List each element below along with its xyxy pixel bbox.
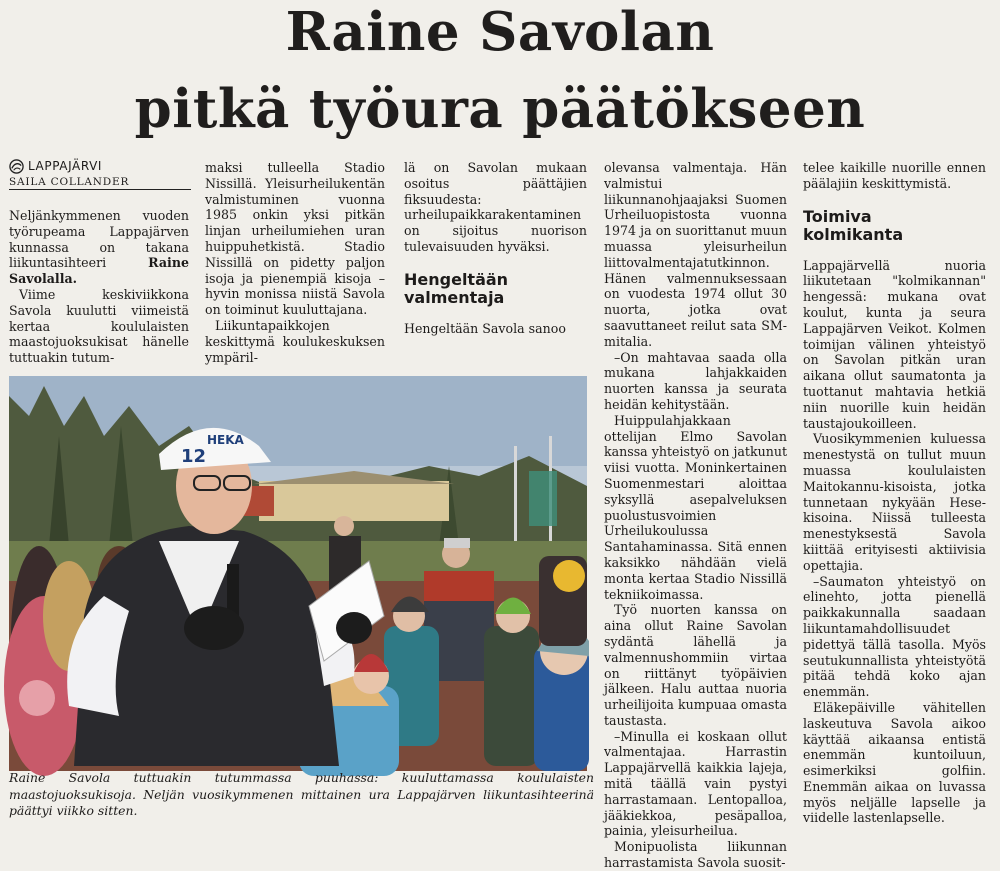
- column-5-paragraph-2: Lappajärvellä nuoria liikutetaan "kolmikannan" hengessä: mukana ovat koulut, kunta ja seura Lappajärven Veikot. Kolmen toimijan välinen yhteistyö on Savolan pitkän uran aikana ollut saumatonta ja tuottanut mahtavia hetkiä niin nuorille kuin heidän taustajoukoilleen.: [803, 257, 986, 431]
- article-column-1: [9, 208, 189, 366]
- headline-line-2: pitkä työura päätökseen: [134, 78, 866, 140]
- column-2-paragraph-2: Liikuntapaikkojen keskittymä koulukeskuksen ympäril-: [205, 317, 385, 365]
- column-1-paragraph-1: [9, 208, 189, 287]
- column-4-paragraph-4: Työ nuorten kanssa on aina ollut Raine Savolan sydäntä lähellä ja valmennushommiin virtaa on riittänyt työpäivien jälkeen. Halu auttaa nuoria urheilijoita kumpuaa omasta taustasta.: [604, 602, 787, 728]
- column-3-paragraph-1: lä on Savolan mukaan osoitus päättäjien fiksuudesta: urheilupaikkarakentaminen on sijoitus nuorison tulevaisuuden hyväksi.: [404, 160, 587, 254]
- cap-text: HEKA: [207, 433, 244, 447]
- lead-name: Raine Savolalla.: [9, 255, 189, 287]
- column-5-paragraph-4: –Saumaton yhteistyö on elinehto, jotta pienellä paikkakunnalla saadaan liikuntamahdollisuudet pidettyä tällä tasolla. Myös seutukunnallista yhteistyötä pitää tehdä koko ajan enemmän.: [803, 573, 986, 700]
- byline: [9, 158, 191, 190]
- column-4-paragraph-2: –On mahtavaa saada olla mukana lahjakkaiden nuorten kanssa ja seurata heidän kehitystään.: [604, 349, 787, 412]
- headline-line-1: Raine Savolan: [285, 1, 715, 63]
- byline-place: [9, 158, 191, 174]
- column-4-paragraph-1: olevansa valmentaja. Hän valmistui liikunnanohjaajaksi Suomen Urheiluopistosta vuonna 1974 ja on suorittanut muun muassa yleisurheilun liittovalmentajatutkinnon. Hänen valmennuksessaan on vuodesta 1974 ollut 30 nuorta, jotka ovat saavuttaneet reilut sata SM-mitalia.: [604, 160, 787, 349]
- subheading-toimiva-kolmikanta: Toimiva kolmikanta: [803, 206, 904, 244]
- column-5-paragraph-3: Vuosikymmenien kuluessa menestystä on tullut muun muassa koululaisten Maitokannu-kisoista, jotka tunnetaan nykyään Hese-kisoina. Niissä tulleesta menestyksestä Savola kiittää erityisesti aktiivisia opettajia.: [803, 431, 986, 573]
- column-4-paragraph-6: Monipuolista liikunnan harrastamista Savola suosit-: [604, 839, 787, 871]
- article-column-4: [604, 160, 787, 871]
- column-2-paragraph-1: maksi tulleella Stadio Nissillä. Yleisurheilukentän valmistuminen vuonna 1985 onkin yksi pitkän linjan urheilumiehen uran huippuhetkistä. Stadio Nissillä on pidetty paljon isoja ja pienempiä kisoja – hyvin monissa niistä Savola on toiminut kuuluttajana.: [205, 160, 385, 318]
- article-column-3: [404, 160, 587, 342]
- column-1-paragraph-2: Viime keskiviikkona Savola kuulutti viimeistä kertaa koululaisten maastojuoksukisat hänelle tuttuakin tutum-: [9, 286, 189, 366]
- photo-caption: Raine Savola tuttuakin tutummassa puuhassa: kuuluttamassa koululaisten maastojuoksukisoja. Neljän vuosikymmenen mittainen ura Lappajärven liikuntasihteerinä päättyi viikko sitten.: [9, 770, 594, 818]
- article-column-2: [205, 160, 385, 365]
- author-name: SAILA COLLANDER: [9, 176, 191, 190]
- subheading-hengeltaan-valmentaja: Hengeltään valmentaja: [404, 269, 509, 307]
- column-4-paragraph-5: –Minulla ei koskaan ollut valmentajaa. Harrastin Lappajärvellä kaikkia lajeja, mitä täällä vain pystyi harrastamaan. Lentopalloa, jääkiekkoa, pesäpalloa, painia, yleisurheilua.: [604, 728, 787, 839]
- column-4-paragraph-3: Huippulahjakkaan ottelijan Elmo Savolan kanssa yhteistyö on jatkunut viisi vuotta. Moninkertainen Suomenmestari aloittaa syksyllä asepalveluksen puolustusvoimien Urheilukoulussa Santahaminassa. Sitä ennen kaksikko nähdään vielä monta kertaa Stadio Nissillä tekniikoimassa.: [604, 412, 787, 602]
- place-name: LAPPAJÄRVI: [28, 159, 103, 173]
- news-photo: [9, 376, 587, 767]
- column-5-paragraph-5: Eläkepäiville vähitellen laskeutuva Savola aikoo käyttää aikaansa entistä enemmän kuntoiluun, esimerkiksi golfiin. Enemmän aikaa on luvassa myös neljälle lapselle ja viidelle lastenlapselle.: [803, 699, 986, 826]
- lead-text: Neljänkymmenen vuoden työrupeama Lappajärven kunnassa on takana liikuntasihteeri: [9, 208, 189, 271]
- round-emblem-icon: [9, 159, 24, 174]
- article-column-5: [803, 160, 986, 832]
- cap-number: 12: [181, 446, 207, 467]
- column-3-paragraph-2: Hengeltään Savola sanoo: [404, 320, 566, 336]
- photo-illustration: [9, 376, 587, 767]
- column-5-paragraph-1: telee kaikille nuorille ennen päälajiin keskittymistä.: [803, 160, 986, 191]
